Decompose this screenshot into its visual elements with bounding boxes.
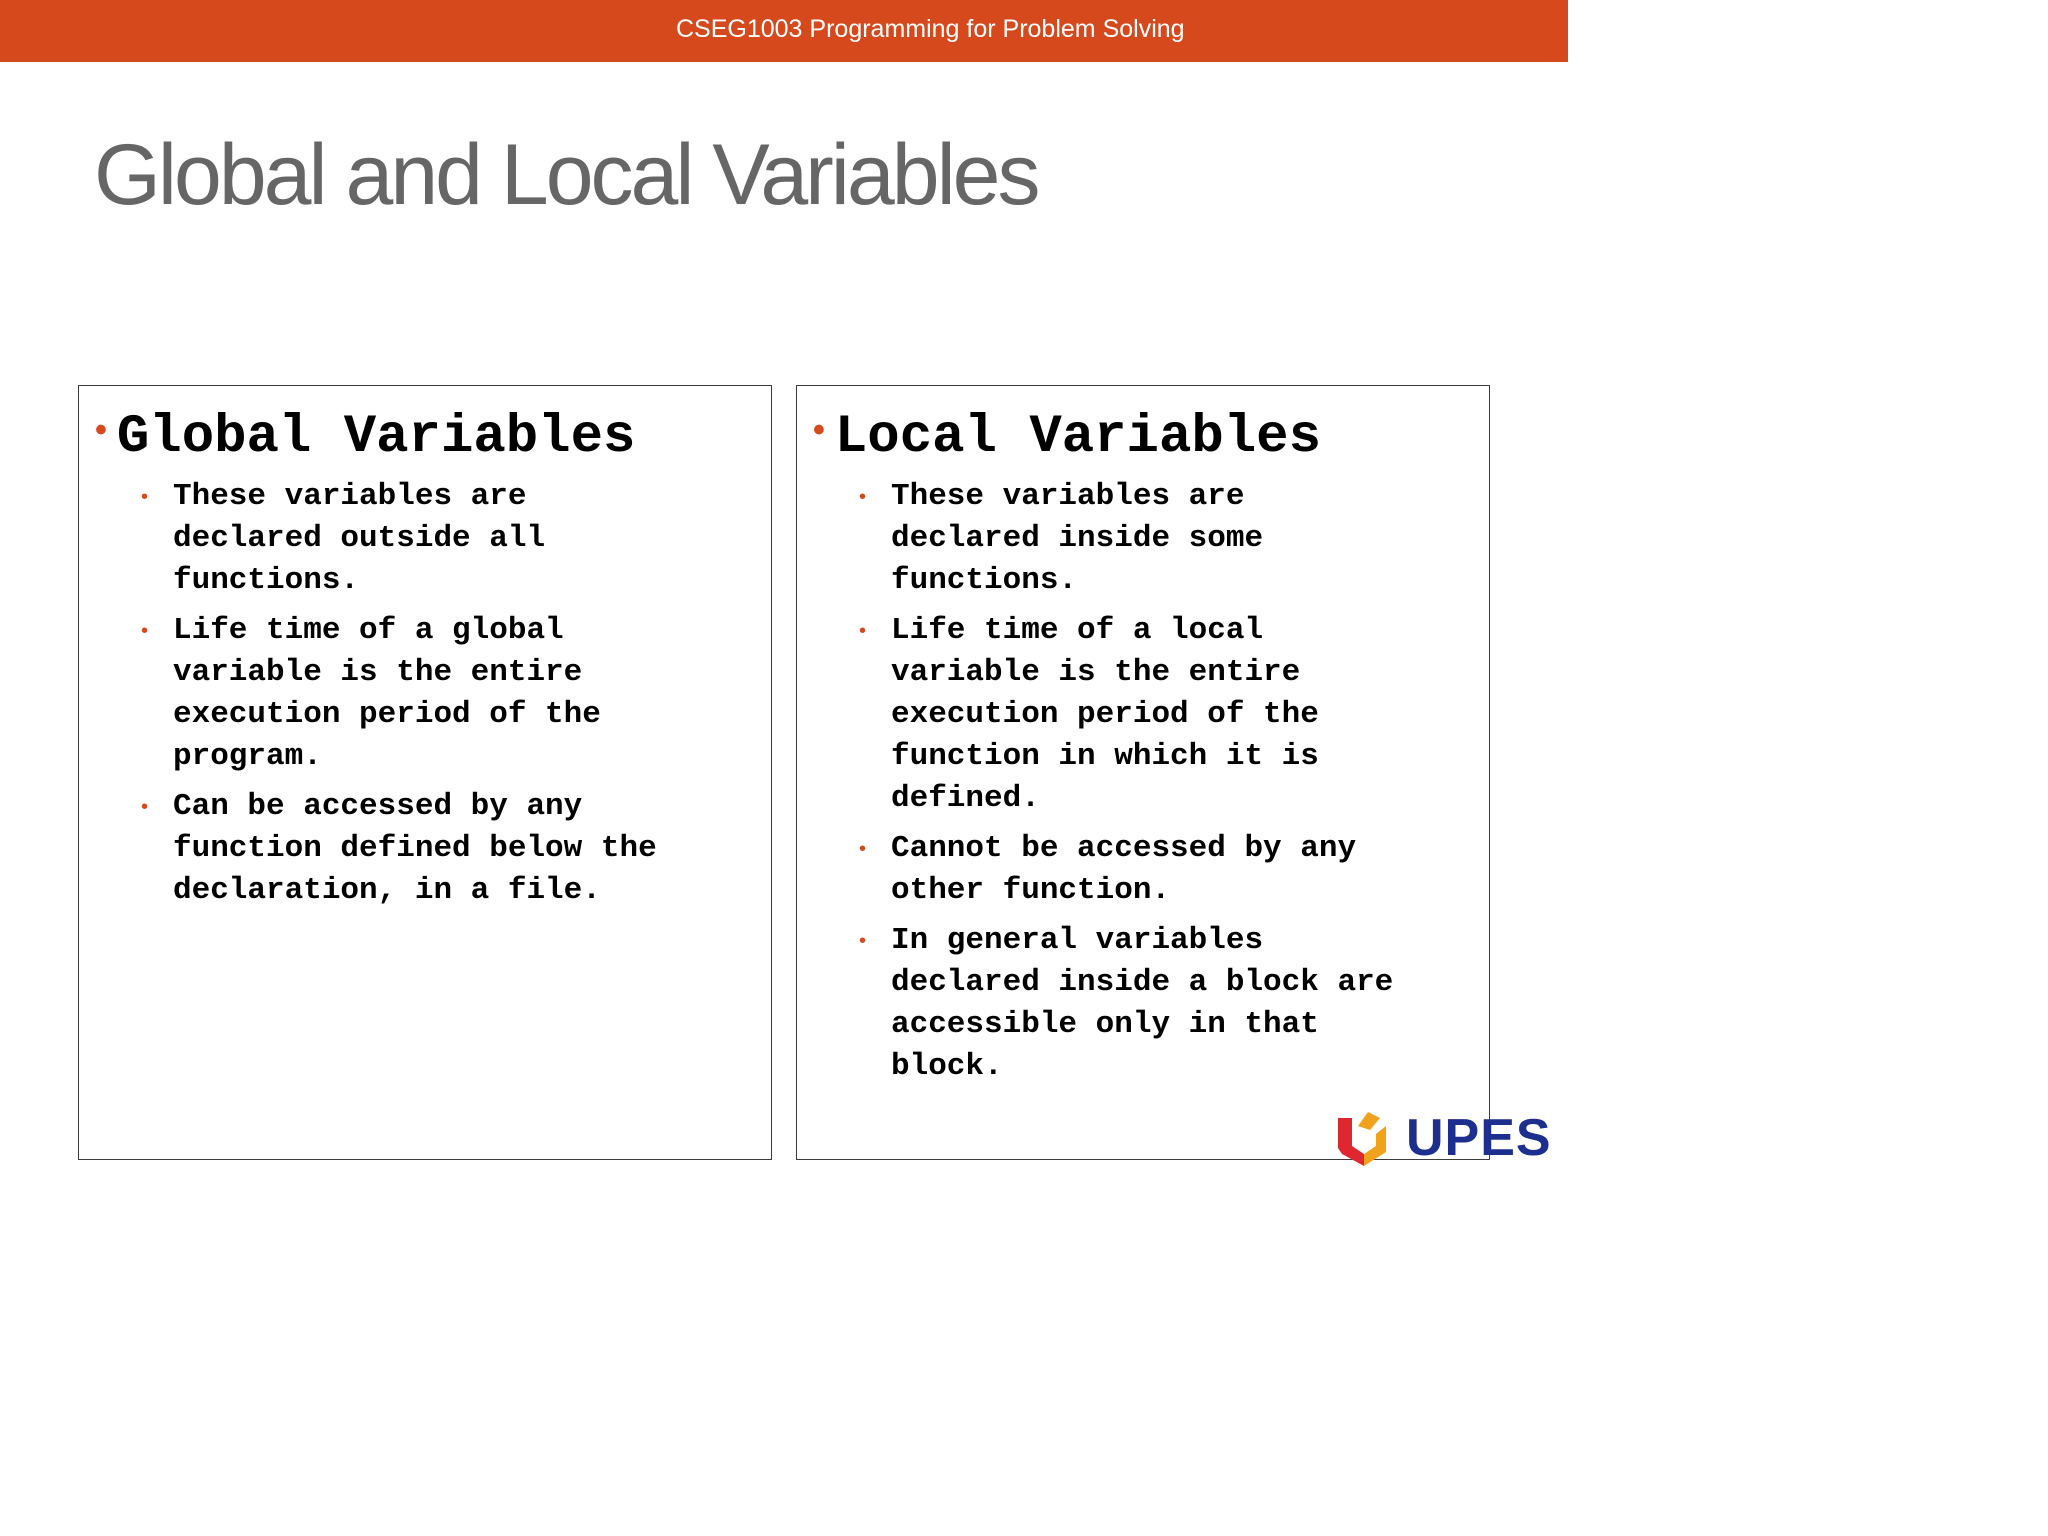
global-variables-panel [78,385,772,1160]
point-text: In general variables declared inside a block are accessible only in that block. [891,923,1394,1084]
bullet-icon: • [141,796,149,818]
point-text: Can be accessed by any function defined below the declaration, in a file. [173,789,657,908]
local-variables-panel [796,385,1490,1160]
point-text: These variables are declared outside all functions. [173,479,546,598]
heading-text: Global Variables [116,407,636,468]
list-item [141,610,761,778]
bullet-icon: • [859,620,867,642]
upes-wordmark: UPES [1406,1109,1552,1167]
top-banner [0,0,1568,62]
bullet-icon: • [859,838,867,860]
bullet-icon: • [141,486,149,508]
slide-title: Global and Local Variables [94,127,1038,223]
point-text: Life time of a global variable is the entire execution period of the program. [173,613,601,774]
local-variables-list [859,476,1479,1096]
bullet-icon: • [95,411,107,449]
point-text: These variables are declared inside some functions. [891,479,1264,598]
list-item [859,920,1479,1088]
upes-logo [1334,1106,1554,1170]
global-variables-list [141,476,761,920]
point-text: Life time of a local variable is the entire execution period of the function in which it is defined. [891,613,1319,816]
bullet-icon: • [859,930,867,952]
local-variables-heading [813,398,1321,470]
list-item [859,610,1479,820]
point-text: Cannot be accessed by any other function. [891,831,1357,908]
bullet-icon: • [813,411,825,449]
list-item [859,828,1479,912]
upes-shield-icon [1334,1108,1394,1168]
global-variables-heading [95,398,635,470]
heading-text: Local Variables [834,407,1321,468]
list-item [141,476,761,602]
list-item [141,786,761,912]
list-item [859,476,1479,602]
bullet-icon: • [141,620,149,642]
course-title: CSEG1003 Programming for Problem Solving [676,15,1185,43]
bullet-icon: • [859,486,867,508]
